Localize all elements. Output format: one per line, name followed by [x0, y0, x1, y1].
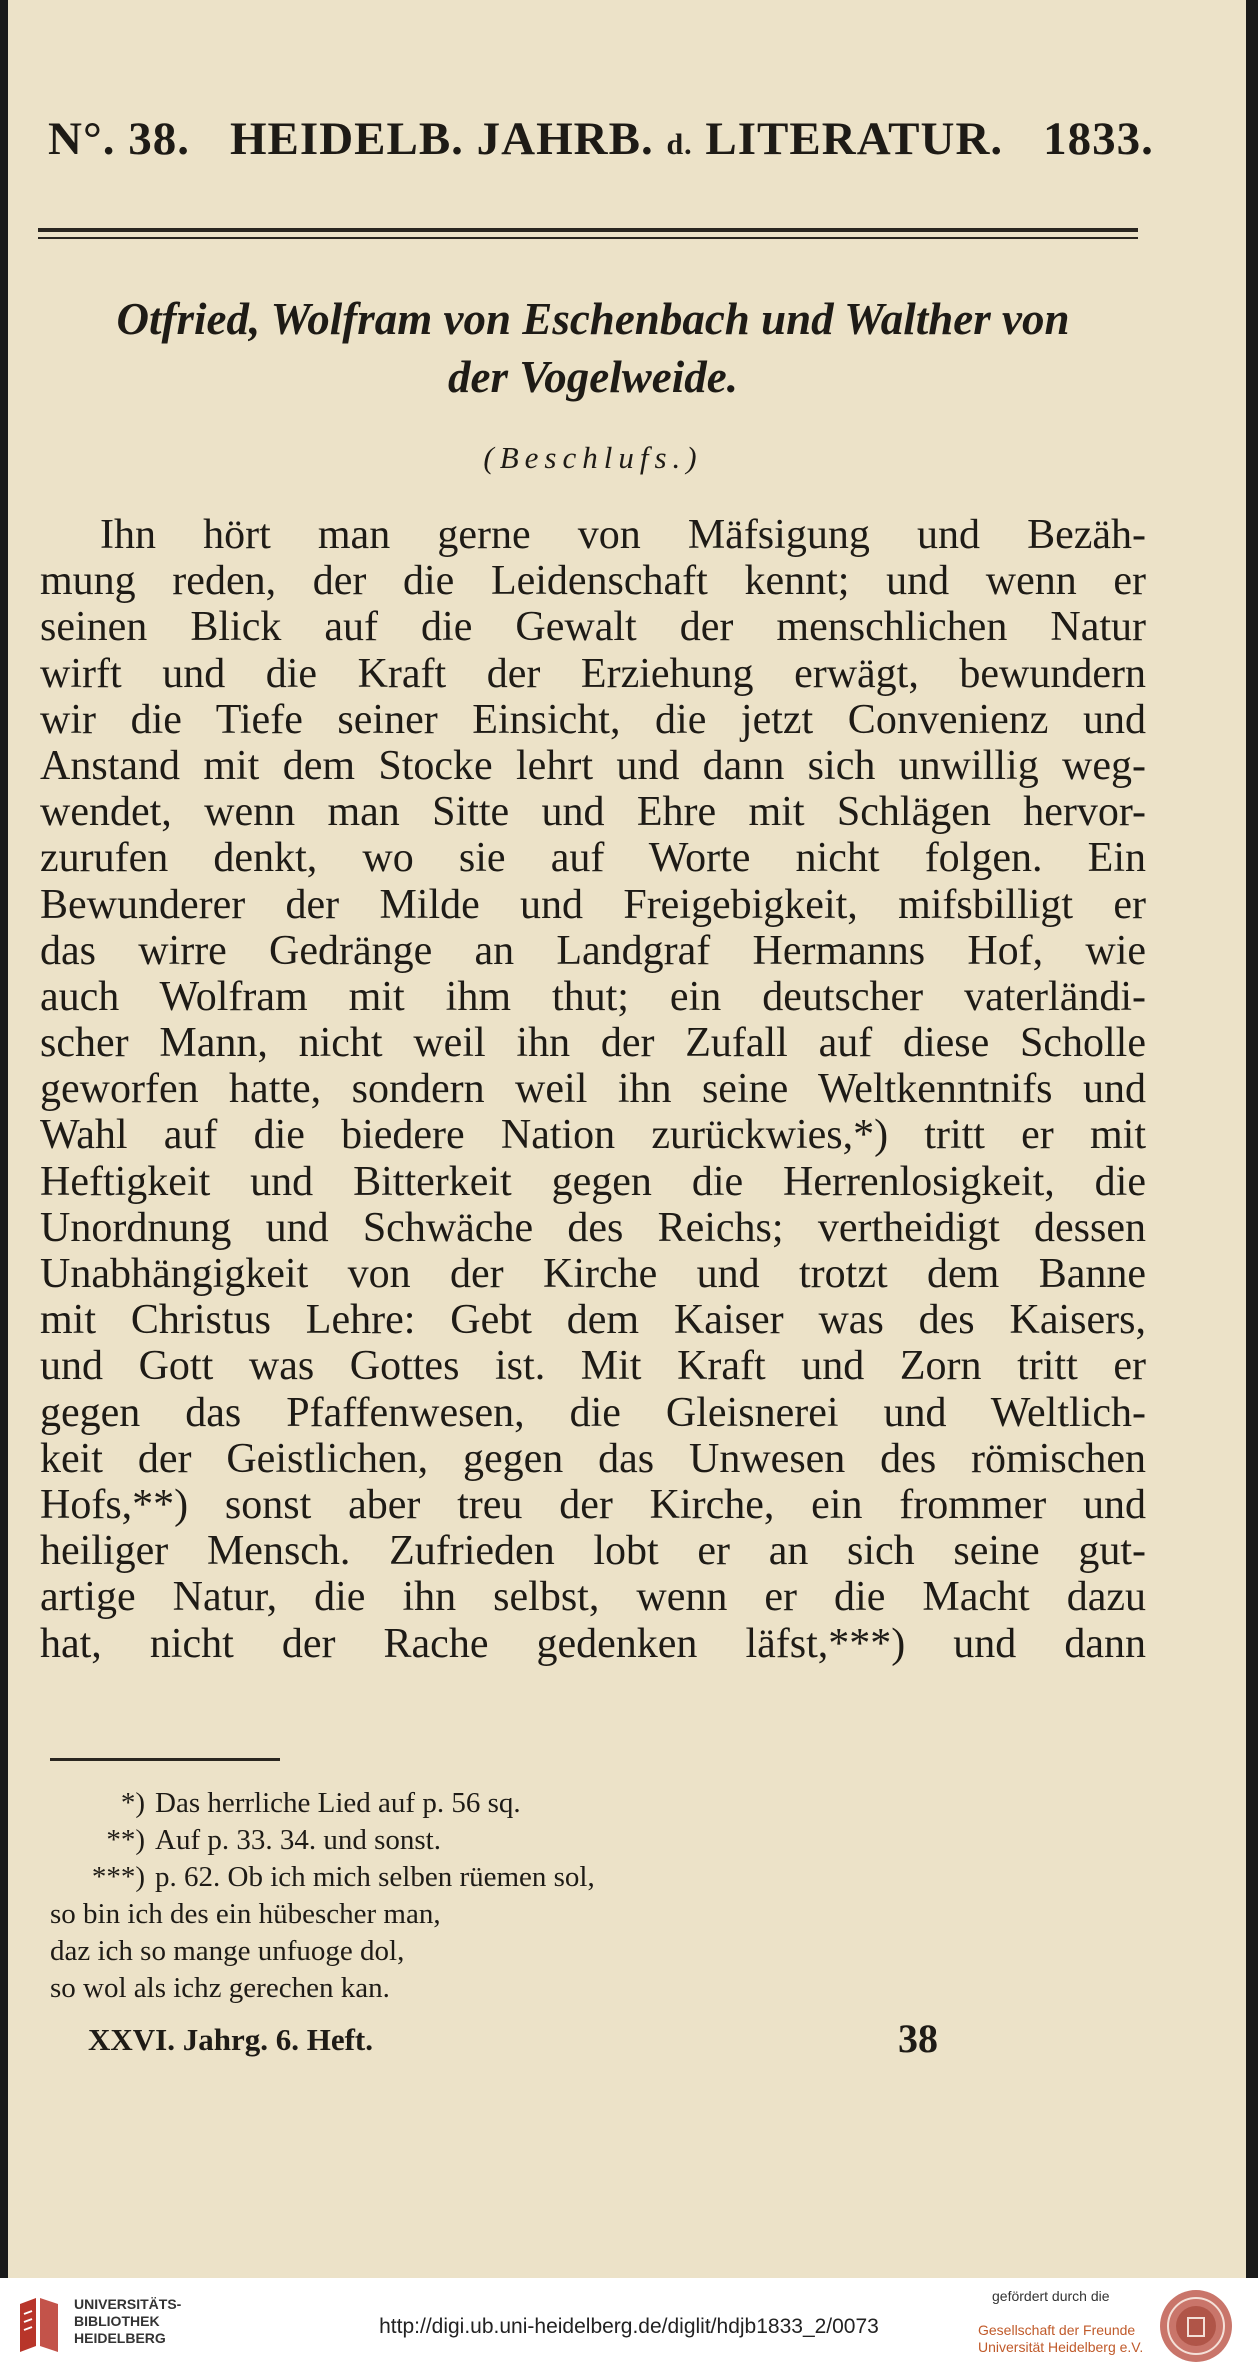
header-rule-thick: [38, 228, 1138, 232]
text-line: Wahl auf die biedere Nation zurückwies,*) tritt er mit: [40, 1112, 1146, 1159]
text-line: geworfen hatte, sondern weil ihn seine Weltkenntnifs und: [40, 1066, 1146, 1113]
text-line: das wirre Gedränge an Landgraf Hermanns Hof, wie: [40, 927, 1146, 974]
text-line: mit Christus Lehre: Gebt dem Kaiser was des Kaisers,: [40, 1297, 1146, 1344]
text-line: wendet, wenn man Sitte und Ehre mit Schlägen hervor-: [40, 789, 1146, 836]
text-line: und Gott was Gottes ist. Mit Kraft und Zorn tritt er: [40, 1343, 1146, 1390]
text-line: mung reden, der die Leidenschaft kennt; und wenn er: [40, 558, 1146, 605]
footnotes: [50, 1785, 950, 2007]
footnote: ***) p. 62. Ob ich mich selben rüemen sol,: [91, 1861, 595, 1893]
verse-line: so bin ich des ein hübescher man,: [50, 1898, 441, 1930]
text-line: Hofs,**) sonst aber treu der Kirche, ein frommer und: [40, 1481, 1146, 1528]
text-line: wirft und die Kraft der Erziehung erwägt, bewundern: [40, 650, 1146, 697]
text-line: artige Natur, die ihn selbst, wenn er die Macht dazu: [40, 1574, 1146, 1621]
article-title: Otfried, Wolfram von Eschenbach und Walther von der Vogelweide.: [116, 294, 1070, 402]
running-header: [48, 112, 1154, 166]
text-line: wir die Tiefe seiner Einsicht, die jetzt Convenienz und: [40, 696, 1146, 743]
verse-line: daz ich so mange unfuoge dol,: [50, 1935, 405, 1967]
sponsor-label: gefördert durch die: [992, 2288, 1110, 2304]
text-line: Bewunderer der Milde und Freigebigkeit, mifsbilligt er: [40, 881, 1146, 928]
scanned-page: [8, 0, 1246, 2278]
text-line: Ihn hört man gerne von Mäfsigung und Bezäh-: [100, 512, 1146, 558]
footnote: **) Auf p. 33. 34. und sonst.: [106, 1824, 441, 1856]
header-rule-thin: [38, 237, 1138, 239]
text-line: Anstand mit dem Stocke lehrt und dann sich unwillig weg-: [40, 742, 1146, 789]
university-seal-icon[interactable]: [1158, 2288, 1234, 2364]
header-year: 1833.: [1043, 113, 1154, 165]
page-number: 38: [898, 2016, 938, 2061]
digitization-footer: [0, 2278, 1258, 2369]
signature-mark: XXVI. Jahrg. 6. Heft.: [88, 2022, 373, 2057]
article-subtitle: (Beschlufs.): [483, 440, 703, 475]
library-name[interactable]: UNIVERSITÄTS- BIBLIOTHEK HEIDELBERG: [74, 2296, 182, 2346]
text-line: gegen das Pfaffenwesen, die Gleisnerei und Weltlich-: [40, 1389, 1146, 1436]
issue-number: N°. 38.: [48, 113, 190, 165]
text-line: scher Mann, nicht weil ihn der Zufall auf diese Scholle: [40, 1020, 1146, 1067]
text-line: Unabhängigkeit von der Kirche und trotzt dem Banne: [40, 1251, 1146, 1297]
text-line: Unordnung und Schwäche des Reichs; vertheidigt dessen: [40, 1204, 1146, 1251]
text-line: zurufen denkt, wo sie auf Worte nicht folgen. Ein: [40, 835, 1146, 882]
text-line: Heftigkeit und Bitterkeit gegen die Herrenlosigkeit, die: [40, 1158, 1146, 1205]
text-line: seinen Blick auf die Gewalt der menschlichen Natur: [40, 604, 1146, 651]
text-line: heiliger Mensch. Zufrieden lobt er an sich seine gut-: [40, 1528, 1146, 1575]
verse-line: so wol als ichz gerechen kan.: [50, 1972, 390, 2004]
footnote-rule: [50, 1758, 280, 1761]
text-line: hat, nicht der Rache gedenken läfst,***) und dann: [40, 1620, 1146, 1667]
sponsor-link[interactable]: Gesellschaft der Freunde Universität Heidelberg e.V.: [978, 2322, 1144, 2355]
body-text: [40, 512, 1146, 1667]
permalink-url[interactable]: http://digi.ub.uni-heidelberg.de/diglit/hdjb1833_2/0073: [379, 2315, 879, 2338]
text-line: keit der Geistlichen, gegen das Unwesen des römischen: [40, 1435, 1146, 1482]
text-line: auch Wolfram mit ihm thut; ein deutscher vaterländi-: [40, 973, 1146, 1020]
journal-title: HEIDELB. JAHRB. d. LITERATUR.: [230, 113, 1004, 165]
footnote: *) Das herrliche Lied auf p. 56 sq.: [120, 1787, 521, 1819]
